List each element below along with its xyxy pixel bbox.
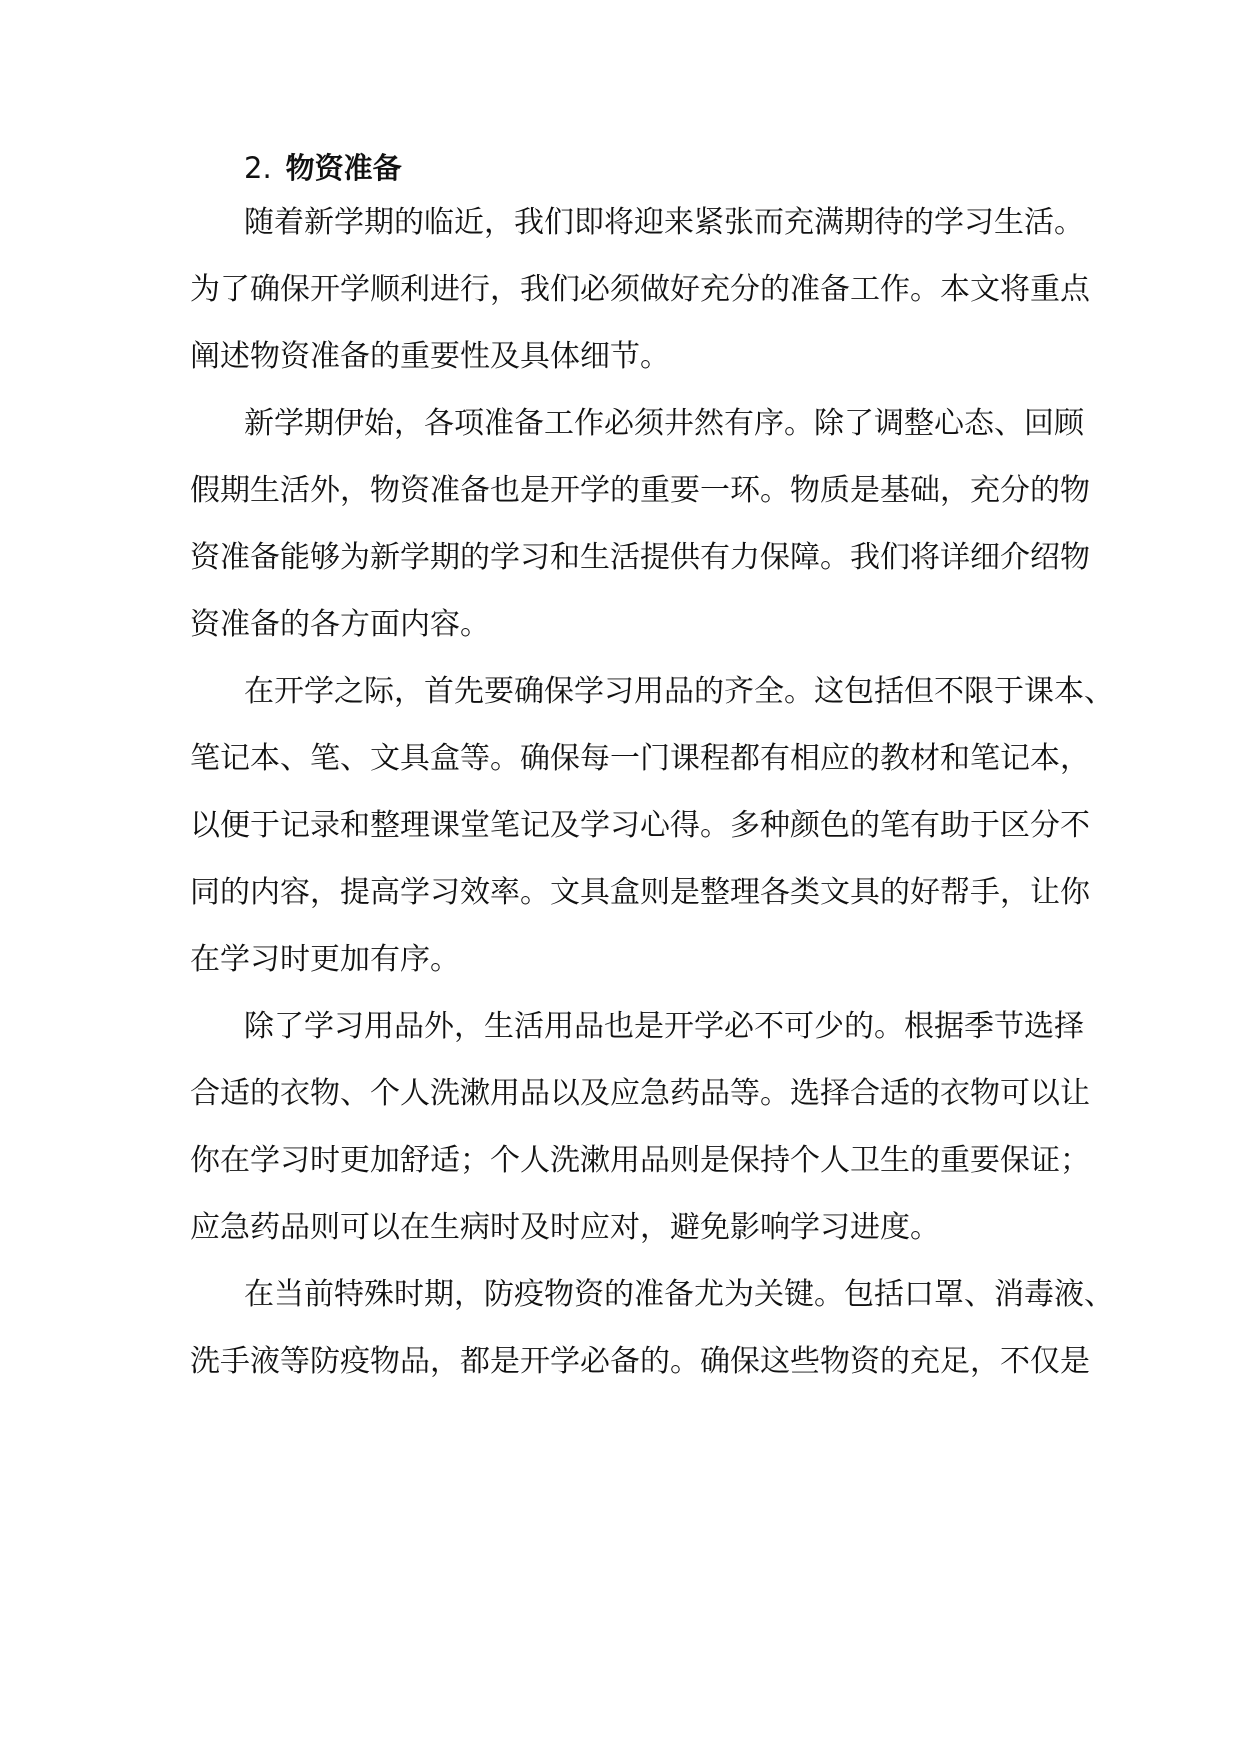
section-number: 2. (244, 151, 272, 185)
paragraph-4-line-2: 合适的衣物、个人洗漱用品以及应急药品等。选择合适的衣物可以让 (190, 1076, 1090, 1111)
paragraph-1-line-1: 随着新学期的临近，我们即将迎来紧张而充满期待的学习生活。 (244, 205, 1084, 240)
paragraph-2-line-3: 资准备能够为新学期的学习和生活提供有力保障。我们将详细介绍物 (190, 540, 1090, 575)
paragraph-4-line-1: 除了学习用品外，生活用品也是开学必不可少的。根据季节选择 (244, 1009, 1084, 1044)
paragraph-2-line-4: 资准备的各方面内容。 (190, 607, 490, 642)
paragraph-5-line-2: 洗手液等防疫物品，都是开学必备的。确保这些物资的充足，不仅是 (190, 1344, 1090, 1379)
paragraph-3-line-3: 以便于记录和整理课堂笔记及学习心得。多种颜色的笔有助于区分不 (190, 808, 1090, 843)
paragraph-3-line-2: 笔记本、笔、文具盒等。确保每一门课程都有相应的教材和笔记本， (190, 741, 1090, 776)
paragraph-2-line-2: 假期生活外，物资准备也是开学的重要一环。物质是基础，充分的物 (190, 473, 1090, 508)
paragraph-2-line-1: 新学期伊始，各项准备工作必须井然有序。除了调整心态、回顾 (244, 406, 1084, 441)
paragraph-3-line-4: 同的内容，提高学习效率。文具盒则是整理各类文具的好帮手，让你 (190, 875, 1090, 910)
paragraph-1-line-2: 为了确保开学顺利进行，我们必须做好充分的准备工作。本文将重点 (190, 272, 1090, 307)
section-heading (244, 148, 402, 188)
section-title: 物资准备 (285, 151, 402, 185)
paragraph-3-line-5: 在学习时更加有序。 (190, 942, 460, 977)
paragraph-5-line-1: 在当前特殊时期，防疫物资的准备尤为关键。包括口罩、消毒液、 (244, 1277, 1114, 1312)
paragraph-3-line-1: 在开学之际，首先要确保学习用品的齐全。这包括但不限于课本、 (244, 674, 1114, 709)
paragraph-4-line-3: 你在学习时更加舒适；个人洗漱用品则是保持个人卫生的重要保证； (190, 1143, 1090, 1178)
paragraph-4-line-4: 应急药品则可以在生病时及时应对，避免影响学习进度。 (190, 1210, 940, 1245)
paragraph-1-line-3: 阐述物资准备的重要性及具体细节。 (190, 339, 670, 374)
